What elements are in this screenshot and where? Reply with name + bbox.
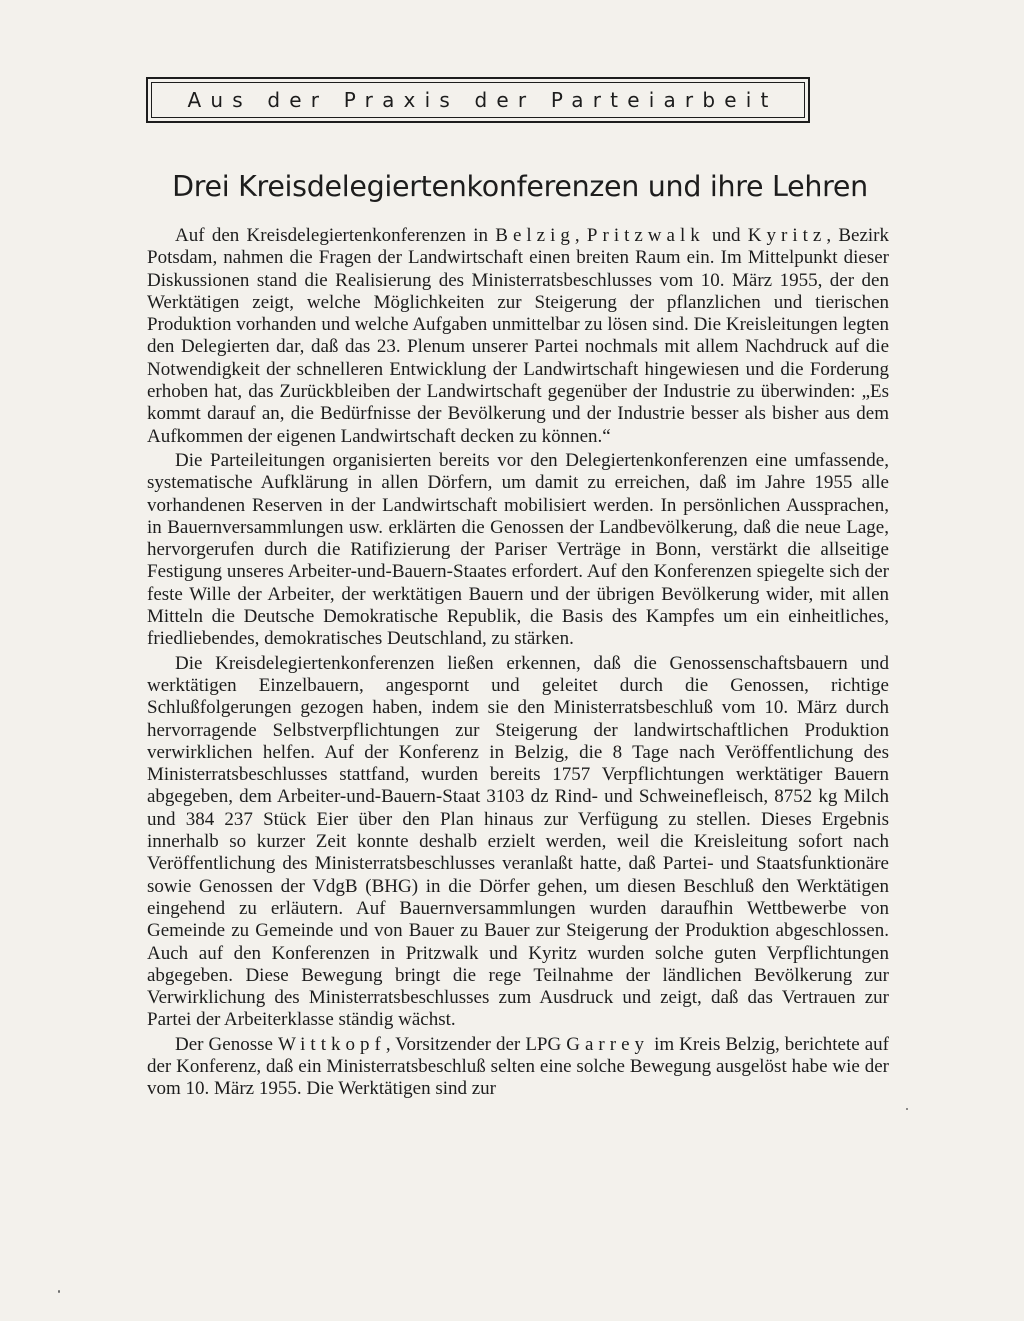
section-header-box bbox=[146, 77, 810, 123]
paragraph-text: und bbox=[704, 225, 748, 246]
place-name-kyritz: Kyritz bbox=[747, 225, 827, 246]
paragraph-2: Die Parteileitungen organisierten bereits vor den Delegiertenkonferenzen eine umfassende, systematische Aufklärung in allen Dörfern, um damit zu erreichen, daß im Jahre 1955 alle vorhandenen Reserven in der Landwirtschaft mobilisiert werden. In persönlichen Aussprachen, in Bauernversammlungen usw. erklärten die Genossen der Landbevölkerung, daß die neue Lage, hervorgerufen durch die Ratifizierung der Pariser Verträge in Bonn, verstärkt die allseitige Festigung unseres Arbeiter-und-Bauern-Staates erfordert. Auf den Konferenzen spiegelte sich der feste Wille der Arbeiter, der werktätigen Bauern und der übrigen Bevölkerung wider, mit allen Mitteln die Deutsche Demokratische Republik, die Basis des Kampfes um ein einheitliches, friedliebendes, demokratisches Deutschland, zu stärken. bbox=[147, 449, 889, 650]
paragraph-text: im Kreis Belzig, berichtete auf der Konferenz, daß ein Ministerratsbeschluß selten eine solche Bewegung ausgelöst habe wie der vom 10. März 1955. Die Werktätigen sind zur bbox=[147, 1033, 889, 1100]
article-body bbox=[147, 225, 889, 1103]
article-title: Drei Kreisdelegiertenkonferenzen und ihre Lehren bbox=[172, 170, 868, 203]
place-name-belzig: Belzig bbox=[495, 225, 575, 246]
section-header: Aus der Praxis der Parteiarbeit bbox=[187, 88, 778, 112]
paragraph-text: , Vorsitzender der LPG bbox=[385, 1033, 567, 1055]
paragraph-3: Die Kreisdelegiertenkonferenzen ließen erkennen, daß die Genossenschaftsbauern und werktätigen Einzelbauern, angespornt und geleitet durch die Genossen, richtige Schlußfolgerungen gezogen haben, indem sie den Ministerratsbeschluß vom 10. März durch hervorragende Selbstverpflichtungen zur Steigerung der landwirtschaftlichen Produktion verwirklichen helfen. Auf der Konferenz in Belzig, die 8 Tage nach Veröffentlichung des Ministerratsbeschlusses stattfand, wurden bereits 1757 Verpflichtungen werktätiger Bauern abgegeben, dem Arbeiter-und-Bauern-Staat 3103 dz Rind- und Schweinefleisch, 8752 kg Milch und 384 237 Stück Eier über den Plan hinaus zur Verfügung zu stellen. Dieses Ergebnis innerhalb so kurzer Zeit konnte deshalb erzielt werden, weil die Kreisleitung sofort nach Veröffentlichung des Ministerratsbeschlusses veranlaßt hatte, daß Partei- und Staatsfunktionäre sowie Genossen der VdgB (BHG) in die Dörfer gehen, um diesen Beschluß den Werktätigen eingehend zu erläutern. Auf Bauernversammlungen wurden daraufhin Wettbewerbe von Gemeinde zu Gemeinde und von Bauer zu Bauer zur Steigerung der Produktion abgeschlossen. Auch auf den Konferenzen in Pritzwalk und Kyritz wurden solche guten Verpflichtungen abgegeben. Diese Bewegung bringt die rege Teilnahme der ländlichen Bevölkerung zur Verwirklichung des Ministerratsbeschlusses zum Ausdruck und zeigt, daß das Vertrauen zur Partei der Arbeiterklasse ständig wächst. bbox=[147, 652, 889, 1031]
place-name-garrey: Garrey bbox=[566, 1033, 650, 1055]
place-name-pritzwalk: Pritzwalk bbox=[586, 225, 705, 246]
scan-speck bbox=[58, 1290, 60, 1293]
paragraph-text: Der Genosse bbox=[175, 1033, 278, 1055]
paragraph-1 bbox=[147, 225, 889, 448]
scan-speck bbox=[906, 1108, 908, 1110]
paragraph-4 bbox=[147, 1034, 889, 1101]
paragraph-text: , Bezirk Potsdam, nahmen die Fragen der Landwirtschaft einen breiten Raum ein. Im Mittelpunkt dieser Diskussionen stand die Realisierung des Ministerratsbeschlusses vom 10. März 1955, der den Werktätigen zeigt, welche Möglichkeiten zur Steigerung der pflanzlichen und tierischen Produktion vorhanden und welche Aufgaben unmittelbar zu lösen sind. Die Kreisleitungen legten den Delegierten dar, daß das 23. Plenum unserer Partei nochmals mit allem Nachdruck auf die Notwendigkeit der schnelleren Entwicklung der Landwirtschaft hingewiesen und die Forderung erhoben hat, das Zurückbleiben der Landwirtschaft gegenüber der Industrie zu überwinden: „Es kommt darauf an, die Bedürfnisse der Bevölkerung und der Industrie besser als bisher aus dem Aufkommen der eigenen Landwirtschaft decken zu können.“ bbox=[147, 225, 890, 447]
person-name-wittkopf: Wittkopf bbox=[277, 1033, 386, 1055]
paragraph-text: , bbox=[574, 225, 587, 246]
paragraph-text: Auf den Kreisdelegiertenkonferenzen in bbox=[175, 225, 496, 246]
